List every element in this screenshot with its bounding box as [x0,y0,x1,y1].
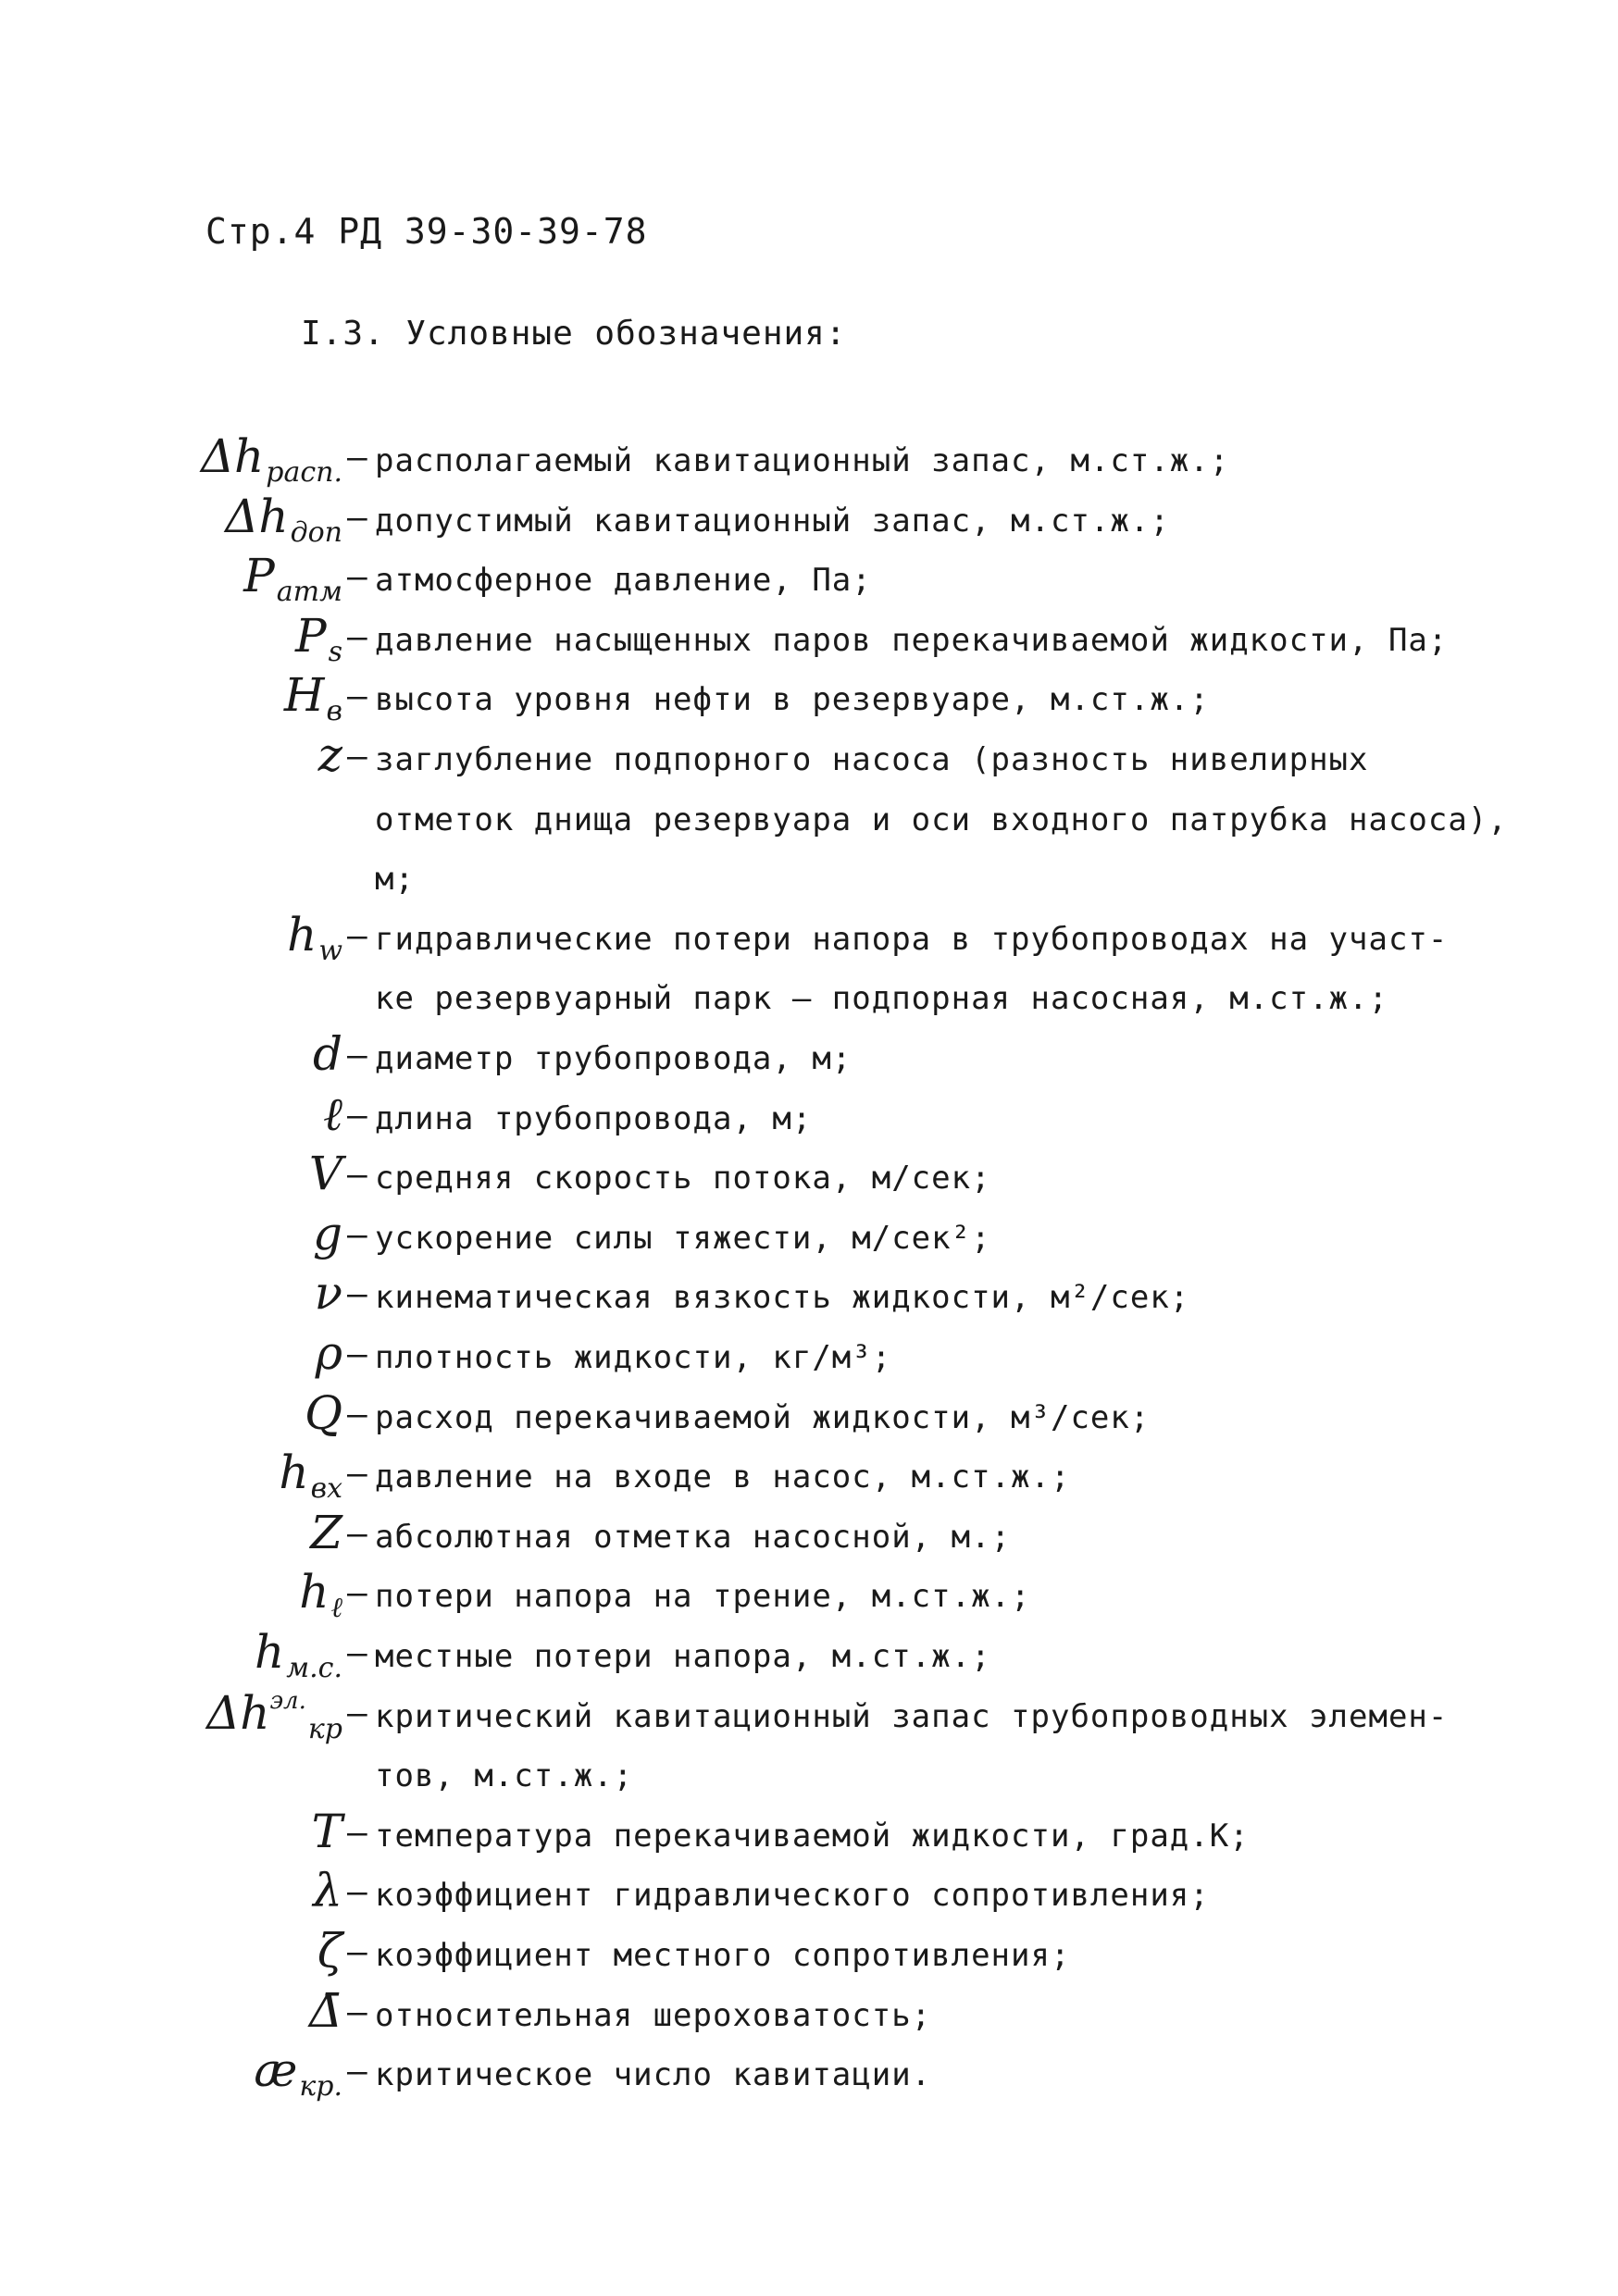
definition-text: коэффициент гидравлического сопротивления; [375,1877,1210,1915]
definition-text: расход перекачиваемой жидкости, м³/сек; [375,1398,1151,1436]
definition-symbol [243,549,342,609]
definition-text: критический кавитационный запас трубопроводных элемен- [375,1697,1449,1735]
definition-row [0,491,1618,551]
definition-row [0,2045,1618,2104]
definition-row [0,431,1618,490]
definition-text: заглубление подпорного насоса (разность нивелирных [375,741,1369,778]
definition-text: высота уровня нефти в резервуаре, м.ст.ж.; [375,681,1210,719]
definition-text: ускорение силы тяжести, м/сек²; [375,1219,991,1257]
definition-row [0,730,1618,789]
definition-row [0,1627,1618,1686]
symbol-base: ν [314,1266,342,1321]
definition-dash: – [347,1096,367,1135]
symbol-base: z [317,728,342,782]
definition-row [0,1148,1618,1208]
definition-row [0,670,1618,729]
definition-dash: – [347,677,367,716]
definition-continuation: тов, м.ст.ж.; [375,1757,634,1795]
definition-text: абсолютная отметка насосной, м.; [375,1518,1012,1556]
definition-text: температура перекачиваемой жидкости, град.К; [375,1817,1250,1855]
definition-dash: – [347,738,367,776]
definition-symbol [310,1505,342,1559]
definition-symbol [200,429,342,489]
definition-text: атмосферное давление, Па; [375,562,872,600]
definition-row [0,1029,1618,1088]
definition-dash: – [347,1634,367,1672]
symbol-base: h [255,1625,285,1679]
definition-row [0,1687,1618,1746]
definition-continuation: м; [375,861,415,899]
symbol-subscript: ℓ [330,1592,342,1625]
symbol-subscript: доп [290,515,342,549]
definition-row [0,1328,1618,1387]
definition-dash: – [347,439,367,477]
definition-dash: – [347,1933,367,1971]
definition-text: кинематическая вязкость жидкости, м²/сек; [375,1279,1190,1317]
definition-row [0,1983,1618,2045]
symbol-base: P [294,608,327,663]
symbol-subscript: кр. [299,2070,342,2104]
symbol-base: Δh [206,1685,270,1740]
definition-symbol [287,907,342,967]
symbol-base: Δh [225,489,289,543]
symbol-base: H [283,668,325,723]
definition-symbol [225,489,342,549]
definition-continuation: отметок днища резервуара и оси входного патрубка насоса), [375,800,1508,838]
definition-row [0,1866,1618,1925]
symbol-subscript: s [328,635,342,668]
symbol-subscript: атм [276,576,342,609]
page-header: Стр.4 РД 39-30-39-78 [205,211,648,252]
symbol-subscript: w [318,934,342,967]
symbol-base: Δh [200,429,265,483]
definition-text: диаметр трубопровода, м; [375,1040,853,1077]
definition-text: местные потери напора, м.ст.ж.; [375,1638,991,1675]
symbol-base: ℓ [323,1086,342,1141]
symbol-base: d [312,1027,342,1081]
definition-symbol [323,1086,342,1141]
definition-row [0,551,1618,610]
symbol-base: T [311,1804,342,1858]
symbol-subscript: в [326,695,342,728]
definition-dash: – [347,1275,367,1314]
definition-symbol [283,668,342,728]
definition-symbol [312,1206,342,1260]
symbol-base: Z [310,1505,342,1559]
definition-symbol [294,608,342,668]
definition-dash: – [347,1215,367,1254]
definition-symbol [315,1326,342,1380]
symbol-base: h [287,907,317,962]
definition-dash: – [347,1514,367,1553]
definition-row [0,1268,1618,1327]
definition-symbol [254,2043,342,2104]
definition-symbol [299,1565,342,1625]
definition-text: гидравлические потери напора в трубопроводах на участ- [375,920,1449,958]
definition-symbol [317,1924,342,1978]
definition-symbol [312,1027,342,1081]
definition-symbol [314,1266,342,1321]
definition-dash: – [347,1335,367,1373]
definition-text: плотность жидкости, кг/м³; [375,1339,892,1376]
definition-row [0,1806,1618,1866]
symbol-base: ζ [317,1924,342,1978]
definition-row [0,1567,1618,1626]
definition-row [0,1086,1618,1148]
definition-row [0,907,1618,969]
symbol-base: h [279,1446,309,1500]
definition-dash: – [347,1574,367,1613]
definition-symbol [308,1983,342,2038]
symbol-base: Δ̄ [308,1983,342,2038]
definition-dash: – [347,1873,367,1912]
definition-text: давление на входе в насос, м.ст.ж.; [375,1458,1071,1496]
symbol-base: ρ [315,1326,342,1380]
definition-dash: – [347,1992,367,2031]
definition-text: коэффициент местного сопротивления; [375,1937,1071,1974]
definition-dash: – [347,1395,367,1433]
definition-dash: – [347,1455,367,1494]
symbol-subscript: м.с. [286,1652,342,1684]
definition-dash: – [347,498,367,537]
definition-symbol [308,1147,342,1201]
definition-continuation: ке резервуарный парк – подпорная насосная, м.ст.ж.; [375,980,1388,1018]
definition-symbol [279,1446,342,1506]
definition-row [0,1385,1618,1447]
symbol-base: h [299,1565,330,1620]
symbol-base: P [243,549,275,603]
definition-row [0,1505,1618,1567]
definition-text: допустимый кавитационный запас, м.ст.ж.; [375,502,1170,540]
symbol-subscript: расп. [266,456,342,489]
definition-row [0,1206,1618,1268]
definition-symbol [255,1625,342,1684]
symbol-subscript: вх [310,1472,342,1506]
symbol-base: Q [305,1385,342,1440]
definition-symbol [317,728,342,782]
definition-text: давление насыщенных паров перекачиваемой жидкости, Па; [375,621,1449,659]
definition-symbol [313,1864,342,1918]
definition-text: критическое число кавитации. [375,2056,932,2094]
definition-dash: – [347,1156,367,1195]
symbol-base: λ [313,1864,342,1918]
definition-text: относительная шероховатость; [375,1996,932,2034]
definition-text: потери напора на трение, м.ст.ж.; [375,1578,1031,1616]
definition-row [0,1447,1618,1507]
section-title: I.3. Условные обозначения: [301,315,847,353]
symbol-base: g [312,1206,342,1260]
definition-dash: – [347,558,367,597]
definition-row [0,1926,1618,1985]
definition-text: длина трубопровода, м; [375,1099,813,1137]
symbol-subscript: кр [307,1712,342,1745]
symbol-base: æ [254,2043,298,2098]
definition-dash: – [347,1036,367,1074]
definition-symbol [305,1385,342,1440]
definition-row [0,608,1618,670]
definition-symbol [206,1685,342,1745]
definition-dash: – [347,617,367,656]
definition-dash: – [347,916,367,955]
symbol-base: V [308,1147,342,1201]
symbol-superscript: эл. [269,1686,306,1715]
definition-text: располагаемый кавитационный запас, м.ст.ж.; [375,442,1230,479]
definition-dash: – [347,1694,367,1732]
definition-dash: – [347,1813,367,1852]
definition-dash: – [347,2053,367,2091]
definition-text: средняя скорость потока, м/сек; [375,1160,991,1198]
definition-symbol [311,1804,342,1858]
